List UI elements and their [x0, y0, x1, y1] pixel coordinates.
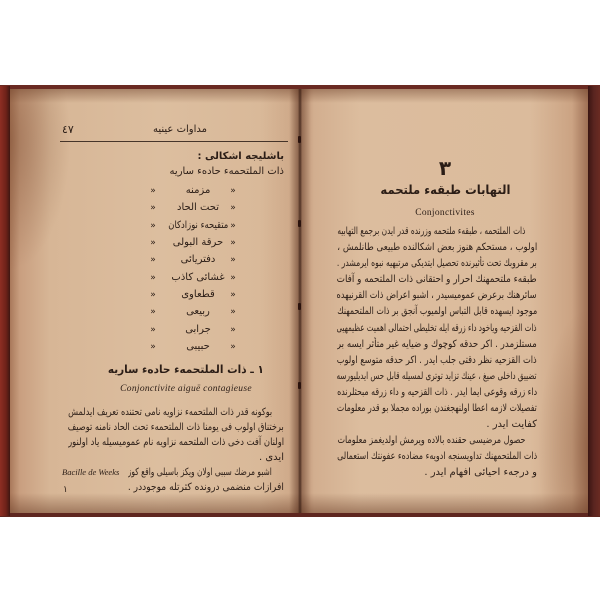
- text-line: [337, 353, 537, 369]
- ditto-mark: »: [150, 290, 156, 300]
- forms-intro: باشليجه اشكالى :: [197, 151, 284, 162]
- text-line: [337, 288, 537, 304]
- chapter-number: ٣: [438, 156, 452, 180]
- text-line: [337, 385, 537, 401]
- line-text: ذات القزحيه وياخود داء زرقه ايله تخليطى احتمالى اهميت عظيمهيى: [337, 322, 537, 334]
- ditto-mark: »: [230, 238, 236, 248]
- section-paragraph-2: [128, 465, 284, 495]
- form-name: دفتريائى: [180, 254, 216, 265]
- ditto-mark: »: [230, 186, 236, 196]
- ditto-mark: »: [150, 325, 156, 335]
- text-line: [337, 449, 537, 465]
- line-text: ١ ـ ذات الملتحمهء حادهء ساريه: [108, 363, 264, 376]
- header-rule: [60, 141, 288, 142]
- form-name: حبيبى: [186, 341, 210, 352]
- gutter-shadow: [289, 89, 311, 513]
- binding-stitch: [298, 303, 301, 310]
- form-name: تحت الحاد: [176, 202, 220, 213]
- text-line: و درجهء احيائى افهام ايدر .: [424, 467, 537, 479]
- form-name: جرابى: [185, 324, 211, 335]
- line-text: اولنان آفت دخى ذات الملتحمه نزاويه نام عموميسيله ياد اولنور: [68, 437, 284, 448]
- line-text: افرازات منضمى درونده كثرتله موجوددر .: [128, 482, 284, 493]
- text-line: كفايت ايدر .: [486, 419, 537, 431]
- line-text: بر مقروبك تحت تأثيرنده تحصيل ايتديكى مرتبهيه نبوه ايرمشدر .: [337, 258, 537, 270]
- ditto-mark: »: [150, 203, 156, 213]
- chapter-body: [337, 224, 537, 482]
- form-name: حرقة البولى: [172, 237, 224, 248]
- ditto-mark: »: [230, 255, 236, 265]
- form-row: [144, 253, 240, 267]
- text-line: [337, 369, 537, 385]
- signature-mark: ١: [63, 485, 68, 495]
- chapter-title-french: Conjonctivites: [415, 208, 475, 218]
- line-text: التهابات طبقهء ملتحمه: [380, 182, 510, 197]
- line-text: حصول مرضيسى حقنده بالاده ويرمش اولديغمز معلومات: [337, 435, 525, 447]
- section-heading-french: Conjonctivite aiguë contagieuse: [120, 384, 252, 394]
- line-text: سائرهنك برعرض عموميسيدر ، اشبو اعراض ذات القرنيهده: [337, 290, 537, 302]
- line-text: مستلزمدر . اكر حدقه كوچوك و ضيايه غير متأثر ايسه بر: [337, 338, 537, 350]
- form-row: [144, 305, 240, 319]
- form-name: ربيعى: [186, 306, 210, 317]
- text-line: [337, 256, 537, 272]
- text-line: [337, 433, 537, 449]
- text-line: [337, 401, 537, 417]
- binding-stitch: [298, 382, 301, 389]
- line-text: برختناق اولوب فى يومنا ذات الملتحمهء تحت الحاد نامنه توصيف: [68, 422, 284, 433]
- ditto-mark: »: [150, 255, 156, 265]
- line-text: ذات الملتحمه ، طبقهء ملتحمه وزرنده قدر ايدن برجمع التهابيه: [337, 226, 525, 237]
- text-line: [68, 405, 284, 420]
- ditto-mark: »: [150, 342, 156, 352]
- form-row: [144, 201, 240, 215]
- cover-edge-left: [0, 86, 10, 516]
- ditto-mark: »: [230, 221, 236, 231]
- page-number: ٤٧: [62, 123, 74, 136]
- line-text: متقيحهء نوزادكان: [168, 220, 228, 231]
- text-line: [68, 435, 284, 450]
- text-line: [337, 337, 537, 353]
- ditto-mark: »: [230, 307, 236, 317]
- ditto-mark: »: [150, 221, 156, 231]
- ditto-mark: »: [230, 342, 236, 352]
- line-text: ذات القزحيه نظر دقتى جلب ايدر . اكر حدقه متوسع اولوب: [337, 354, 537, 366]
- text-line: [337, 272, 537, 288]
- ditto-mark: »: [230, 273, 236, 283]
- line-text: اشبو مرضك سببى اولان ويكز باسيلى واقع كوز: [128, 467, 272, 478]
- form-row: [144, 323, 240, 337]
- form-row: [144, 340, 240, 354]
- ditto-mark: »: [230, 203, 236, 213]
- line-text: طبقهء ملتحمهنك احرار و احتقانى ذات الملتحمه و آفات: [337, 274, 537, 286]
- form-row: [144, 271, 240, 285]
- text-line: [337, 304, 537, 320]
- text-line: ايدى .: [259, 452, 284, 463]
- text-line: [128, 480, 284, 495]
- line-text: تضييق داخلى صيغ ، عينك تزايد توترى لمسيله قابل حس ايديليورسه: [337, 370, 537, 382]
- line-text: موجود ايسهده قابل التباس اولميوب آنجق بر ذات الملتحمهنك: [337, 306, 537, 318]
- margin-note: Bacille de Weeks: [62, 467, 120, 477]
- text-line: [128, 465, 284, 480]
- form-row: [144, 236, 240, 250]
- form-row: [144, 184, 240, 198]
- forms-first-line: ذات الملتحمهء حادهء ساريه: [169, 166, 284, 177]
- text-line: [337, 240, 537, 256]
- ditto-mark: »: [230, 290, 236, 300]
- ditto-mark: »: [230, 325, 236, 335]
- text-line: [337, 321, 537, 337]
- form-name: مزمنه: [185, 185, 211, 196]
- form-row: [144, 219, 240, 233]
- cover-edge-right: [588, 86, 600, 516]
- form-name: [168, 219, 228, 233]
- running-title: مداوات عينيه: [153, 124, 207, 135]
- line-text: ذات الملتحمهنك تداويسنجه ادويهء مضادهء عفونتك استعمالى: [337, 451, 537, 463]
- form-name: غشائى كاذب: [171, 272, 225, 283]
- binding-stitch: [298, 136, 301, 143]
- ditto-mark: »: [150, 238, 156, 248]
- chapter-title: [380, 182, 510, 198]
- line-text: تفصيلات لازمه اعطا اولنهجغندن بوراده مجملا بو قدر معلومات: [337, 403, 537, 415]
- form-row: [144, 288, 240, 302]
- ditto-mark: »: [150, 273, 156, 283]
- ditto-mark: »: [150, 307, 156, 317]
- text-line: [337, 224, 537, 240]
- form-name: قطعاوى: [181, 289, 215, 300]
- section-paragraph: [68, 405, 284, 465]
- line-text: بوكونه قدر ذات الملتحمهء نزاويه نامى تحتنده تعريف ايدلمش: [68, 407, 272, 418]
- text-line: [68, 420, 284, 435]
- line-text: اولوب ، مستحكم هنوز بعض اشكالنده طبيعى طانلمش ،: [337, 242, 537, 254]
- section-heading: [108, 362, 264, 377]
- binding-stitch: [298, 220, 301, 227]
- ditto-mark: »: [150, 186, 156, 196]
- line-text: داء زرقه وقوعى ايما ايدر . ذات القزحيه و داء زرقه مبحثلرنده: [337, 386, 537, 398]
